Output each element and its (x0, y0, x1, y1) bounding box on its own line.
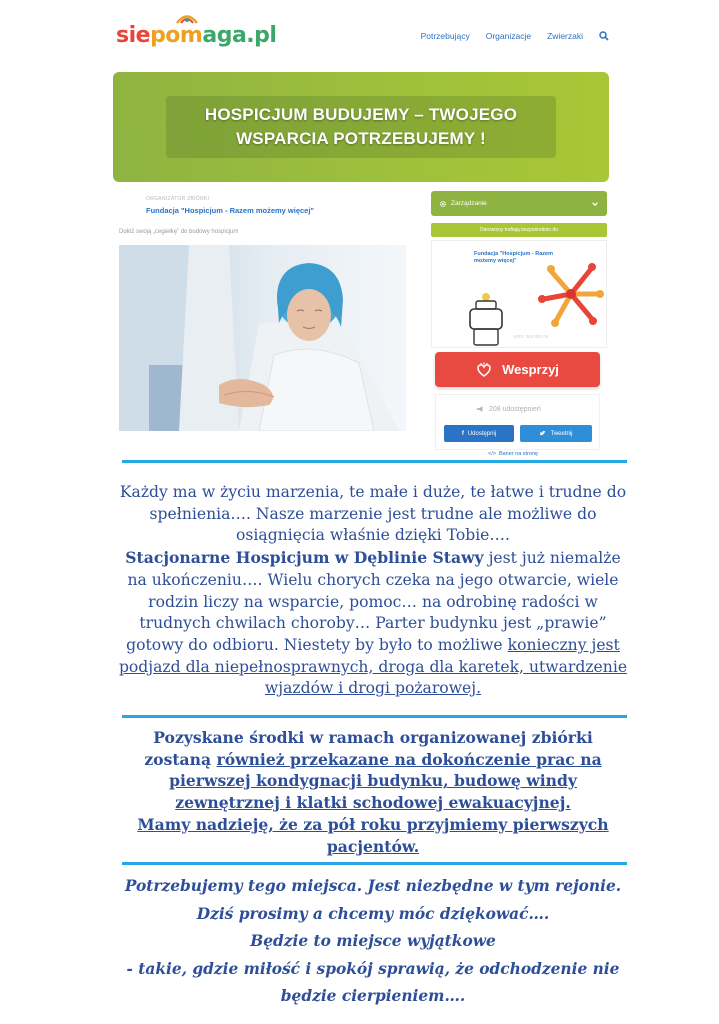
share-count-label: 208 udostępnień (489, 405, 541, 413)
support-label: Wesprzyj (502, 362, 559, 377)
manage-button[interactable] (431, 191, 607, 216)
story-intro: Każdy ma w życiu marzenia, te małe i duże, te łatwe i trudne do spełnienia…. Nasze marzenie jest trudne ale możliwe do osiągnięcia właśnie dzięki Tobie…. (119, 483, 627, 545)
facebook-icon: f (461, 430, 464, 437)
logo-part-3: aga.pl (202, 23, 277, 48)
patient-photo-illustration (119, 245, 406, 431)
story-needs: konieczny jest podjazd dla niepełnosprawnych, droga dla karetek, utwardzenie wjazdów i drogi pożarowej. (118, 635, 628, 698)
campaign-photo (119, 245, 406, 431)
divider-2 (122, 715, 627, 718)
story-paragraph-3 (118, 873, 628, 1011)
sun-icon (172, 12, 202, 24)
gear-icon (439, 200, 447, 208)
divider-1 (122, 460, 627, 463)
twitter-share-button[interactable] (520, 425, 592, 442)
chevron-down-icon (591, 200, 599, 208)
story-funds-purpose: również przekazane na dokończenie prac na pierwszej kondygnacji budynku, budowę windy zewnętrznej i klatki schodowej ewakuacyjnej. (169, 749, 602, 813)
foundation-heart-logo (536, 261, 606, 327)
story-paragraph-2 (118, 727, 628, 857)
share-count (476, 405, 541, 413)
story-hospice-name: Stacjonarne Hospicjum w Dęblinie Stawy (125, 548, 484, 568)
story-hope: Mamy nadzieję, że za pół roku przyjmiemy pierwszych pacjentów. (137, 814, 609, 856)
heart-hand-icon (476, 362, 492, 378)
siepomaga-logo[interactable] (116, 14, 276, 48)
search-icon[interactable] (599, 31, 609, 41)
support-button[interactable] (435, 352, 600, 387)
krs-number: KRS: 000 000 00 (514, 334, 549, 339)
share-box (435, 394, 600, 450)
story-hospice-status: jest już niemalże na ukończeniu…. Wielu chorych czeka na jego otwarcie, wiele rodzin liczy na wsparcie, pomoc… na odrobinę radości w trudnych chwilach choroby… Parter budynku jest „prawie” gotowy do odbioru. Niestety by było to możliwe (126, 549, 621, 654)
code-icon: </> (488, 451, 496, 457)
banner-embed-label: Baner na stronę (498, 451, 539, 457)
twitter-icon (539, 430, 546, 437)
donation-info-bar: Darowizny trafiają bezpośrednio do (431, 223, 607, 237)
hospice-lantern-logo (466, 291, 506, 347)
banner-embed-link[interactable] (488, 451, 538, 457)
recipient-box (431, 240, 607, 348)
banner-title: HOSPICJUM BUDUJEMY – TWOJEGO WSPARCIA POTRZEBUJEMY ! (204, 105, 518, 148)
logo-part-2: pom (150, 23, 203, 48)
organizer-name[interactable]: Fundacja "Hospicjum - Razem możemy więcej" (146, 206, 314, 215)
nav-potrzebujacy[interactable]: Potrzebujący (420, 31, 470, 41)
manage-label-group (439, 200, 487, 208)
story-funds-intro: Pozyskane środki w ramach organizowanej zbiórki zostaną (144, 728, 593, 769)
twitter-share-label: Tweetnij (550, 430, 573, 437)
banner-title-box (166, 96, 556, 158)
story-paragraph-1 (118, 482, 628, 700)
campaign-banner (113, 72, 609, 182)
megaphone-icon (476, 405, 484, 413)
story-closing-line-3: Będzie to miejsce wyjątkowe (250, 932, 496, 950)
nav-organizacje[interactable]: Organizacje (485, 31, 532, 41)
manage-label: Zarządzanie (451, 200, 487, 207)
organizer-label: ORGANIZATOR ZBIÓRKI (146, 196, 210, 202)
logo-part-1: sie (116, 23, 151, 48)
recipient-name[interactable]: Fundacja "Hospicjum - Razem możemy więcej" (474, 251, 554, 264)
nav-zwierzaki[interactable]: Zwierzaki (547, 31, 583, 41)
story-closing-line-1: Potrzebujemy tego miejsca. Jest niezbędne w tym rejonie. (124, 877, 622, 895)
top-nav (421, 31, 609, 41)
campaign-subtitle: Dołóż swoją „cegiełkę” do budowy hospicjum (119, 229, 239, 235)
facebook-share-button[interactable] (444, 425, 514, 442)
story-closing-line-2: Dziś prosimy a chcemy móc dziękować…. (196, 904, 550, 923)
story-closing-line-4: - takie, gdzie miłość i spokój sprawią, że odchodzenie nie będzie cierpieniem…. (126, 959, 620, 1005)
facebook-share-label: Udostępnij (467, 430, 497, 437)
divider-3 (122, 862, 627, 865)
